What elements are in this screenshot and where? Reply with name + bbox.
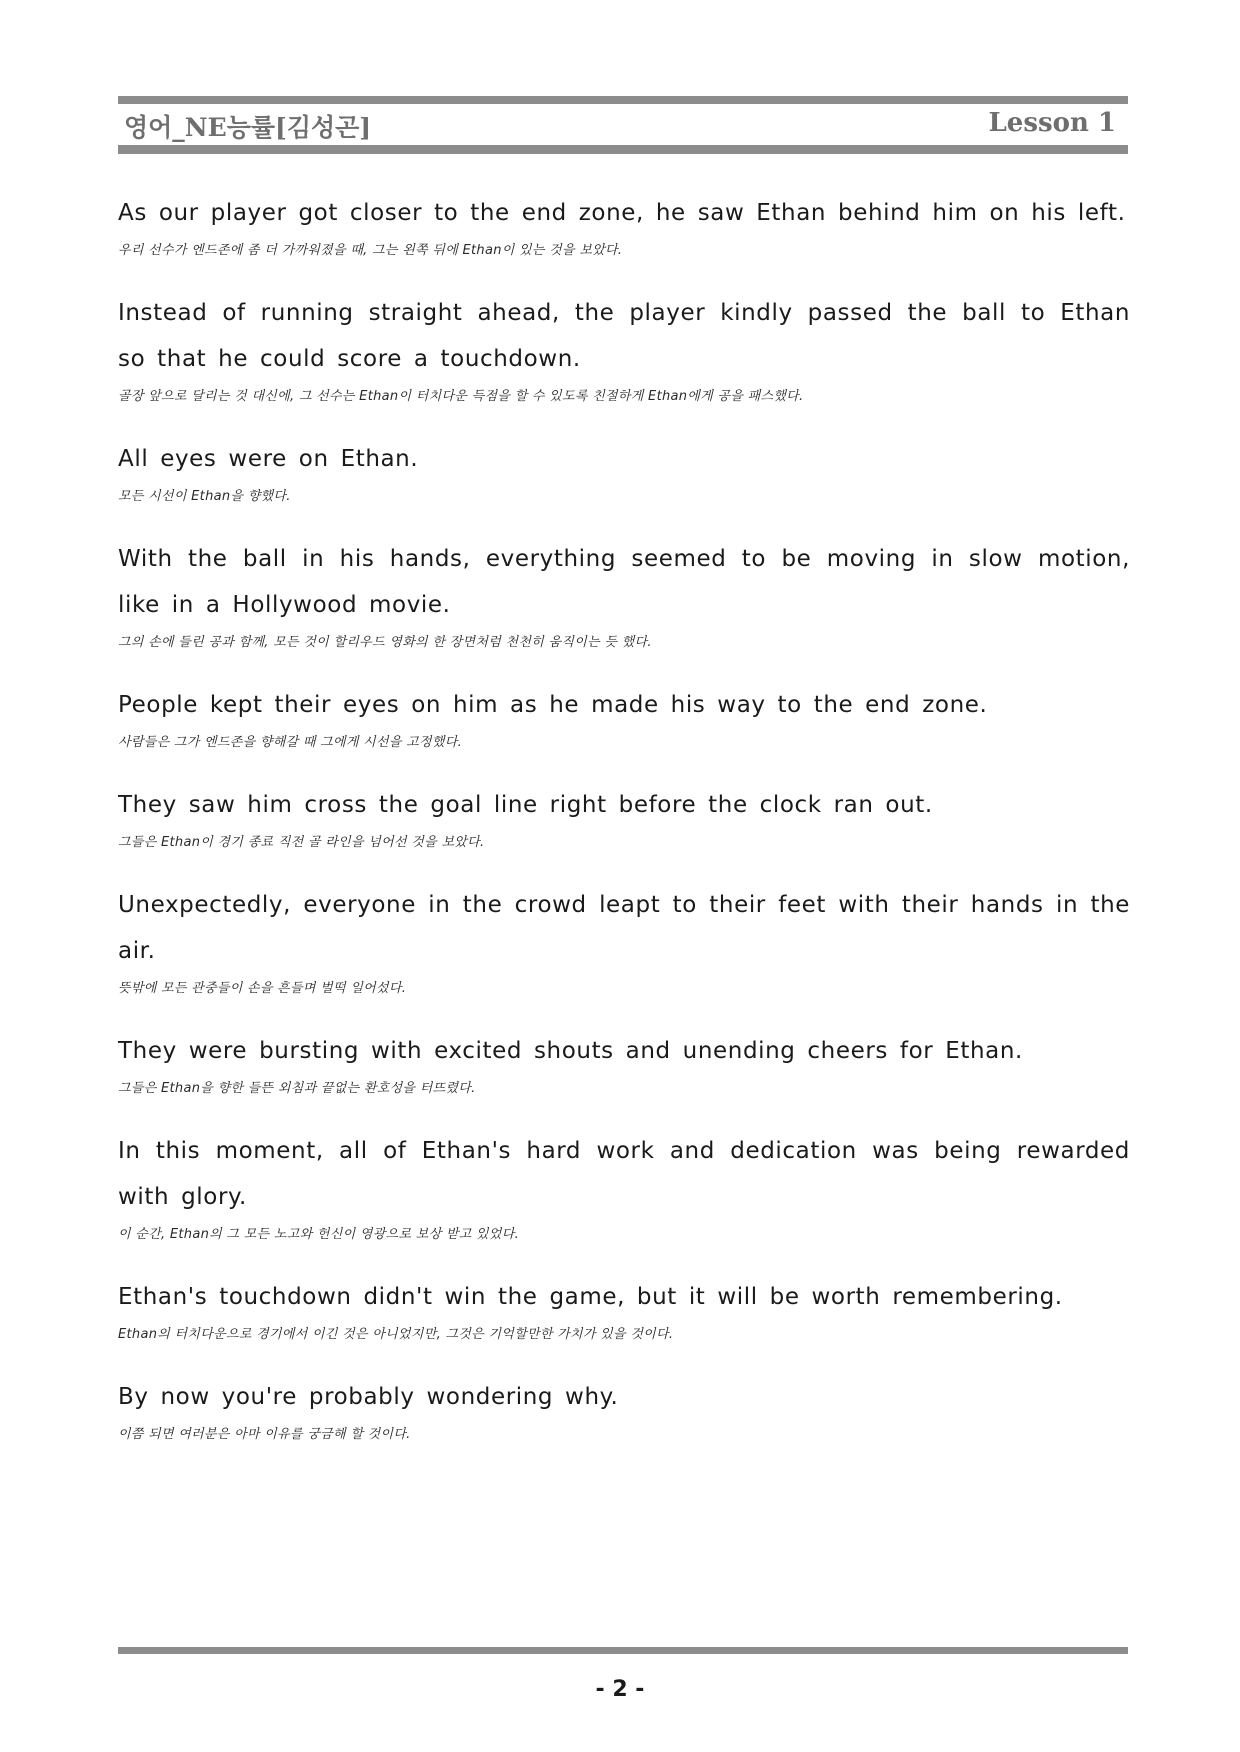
korean-translation: 우리 선수가 엔드존에 좀 더 가까워졌을 때, 그는 왼쪽 뒤에 Ethan이 있는 것을 보았다. <box>118 243 623 258</box>
header-title: 영어_NE능률[김성곤] <box>124 113 372 142</box>
sentence-item-11 <box>118 1374 1130 1444</box>
english-sentence: As our player got closer to the end zone, he saw Ethan behind him on his left. <box>118 200 1126 226</box>
sentence-item-6 <box>118 782 1130 852</box>
page-number: - 2 - <box>595 1677 645 1702</box>
english-sentence: With the ball in his hands, everything seemed to be moving in slow motion, like in a Hollywood movie. <box>118 546 1130 618</box>
korean-translation: 사람들은 그가 엔드존을 향해갈 때 그에게 시선을 고정했다. <box>118 735 463 750</box>
footer-rule <box>118 1647 1128 1654</box>
english-sentence: By now you're probably wondering why. <box>118 1384 619 1410</box>
sentence-item-1 <box>118 190 1130 260</box>
korean-translation: 뜻밖에 모든 관중들이 손을 흔들며 벌떡 일어섰다. <box>118 981 407 996</box>
sentence-list <box>118 190 1130 1474</box>
english-sentence: All eyes were on Ethan. <box>118 446 419 472</box>
english-sentence: Unexpectedly, everyone in the crowd leapt to their feet with their hands in the air. <box>118 892 1130 964</box>
english-sentence: Ethan's touchdown didn't win the game, but it will be worth remembering. <box>118 1284 1063 1310</box>
korean-translation: 모든 시선이 Ethan을 향했다. <box>118 489 291 504</box>
korean-translation: 그들은 Ethan이 경기 종료 직전 골 라인을 넘어선 것을 보았다. <box>118 835 485 850</box>
header-rule-bottom <box>118 145 1128 154</box>
korean-translation: Ethan의 터치다운으로 경기에서 이긴 것은 아니었지만, 그것은 기억할만한 가치가 있을 것이다. <box>118 1327 674 1342</box>
sentence-item-9 <box>118 1128 1130 1244</box>
sentence-item-3 <box>118 436 1130 506</box>
korean-translation: 그의 손에 들린 공과 함께, 모든 것이 할리우드 영화의 한 장면처럼 천천히 움직이는 듯 했다. <box>118 635 652 650</box>
english-sentence: In this moment, all of Ethan's hard work and dedication was being rewarded with glory. <box>118 1138 1130 1210</box>
english-sentence: They saw him cross the goal line right before the clock ran out. <box>118 792 933 818</box>
sentence-item-8 <box>118 1028 1130 1098</box>
korean-translation: 골장 앞으로 달리는 것 대신에, 그 선수는 Ethan이 터치다운 득점을 할 수 있도록 친절하게 Ethan에게 공을 패스했다. <box>118 389 804 404</box>
korean-translation: 그들은 Ethan을 향한 들뜬 외침과 끝없는 환호성을 터뜨렸다. <box>118 1081 476 1096</box>
korean-translation: 이쯤 되면 여러분은 아마 이유를 궁금해 할 것이다. <box>118 1427 411 1442</box>
sentence-item-7 <box>118 882 1130 998</box>
english-sentence: People kept their eyes on him as he made his way to the end zone. <box>118 692 988 718</box>
english-sentence: Instead of running straight ahead, the player kindly passed the ball to Ethan so that he could score a touchdown. <box>118 300 1130 372</box>
sentence-item-5 <box>118 682 1130 752</box>
sentence-item-2 <box>118 290 1130 406</box>
korean-translation: 이 순간, Ethan의 그 모든 노고와 헌신이 영광으로 보상 받고 있었다. <box>118 1227 520 1242</box>
header-rule-top <box>118 96 1128 104</box>
english-sentence: They were bursting with excited shouts and unending cheers for Ethan. <box>118 1038 1023 1064</box>
lesson-label: Lesson 1 <box>988 108 1116 138</box>
sentence-item-4 <box>118 536 1130 652</box>
sentence-item-10 <box>118 1274 1130 1344</box>
